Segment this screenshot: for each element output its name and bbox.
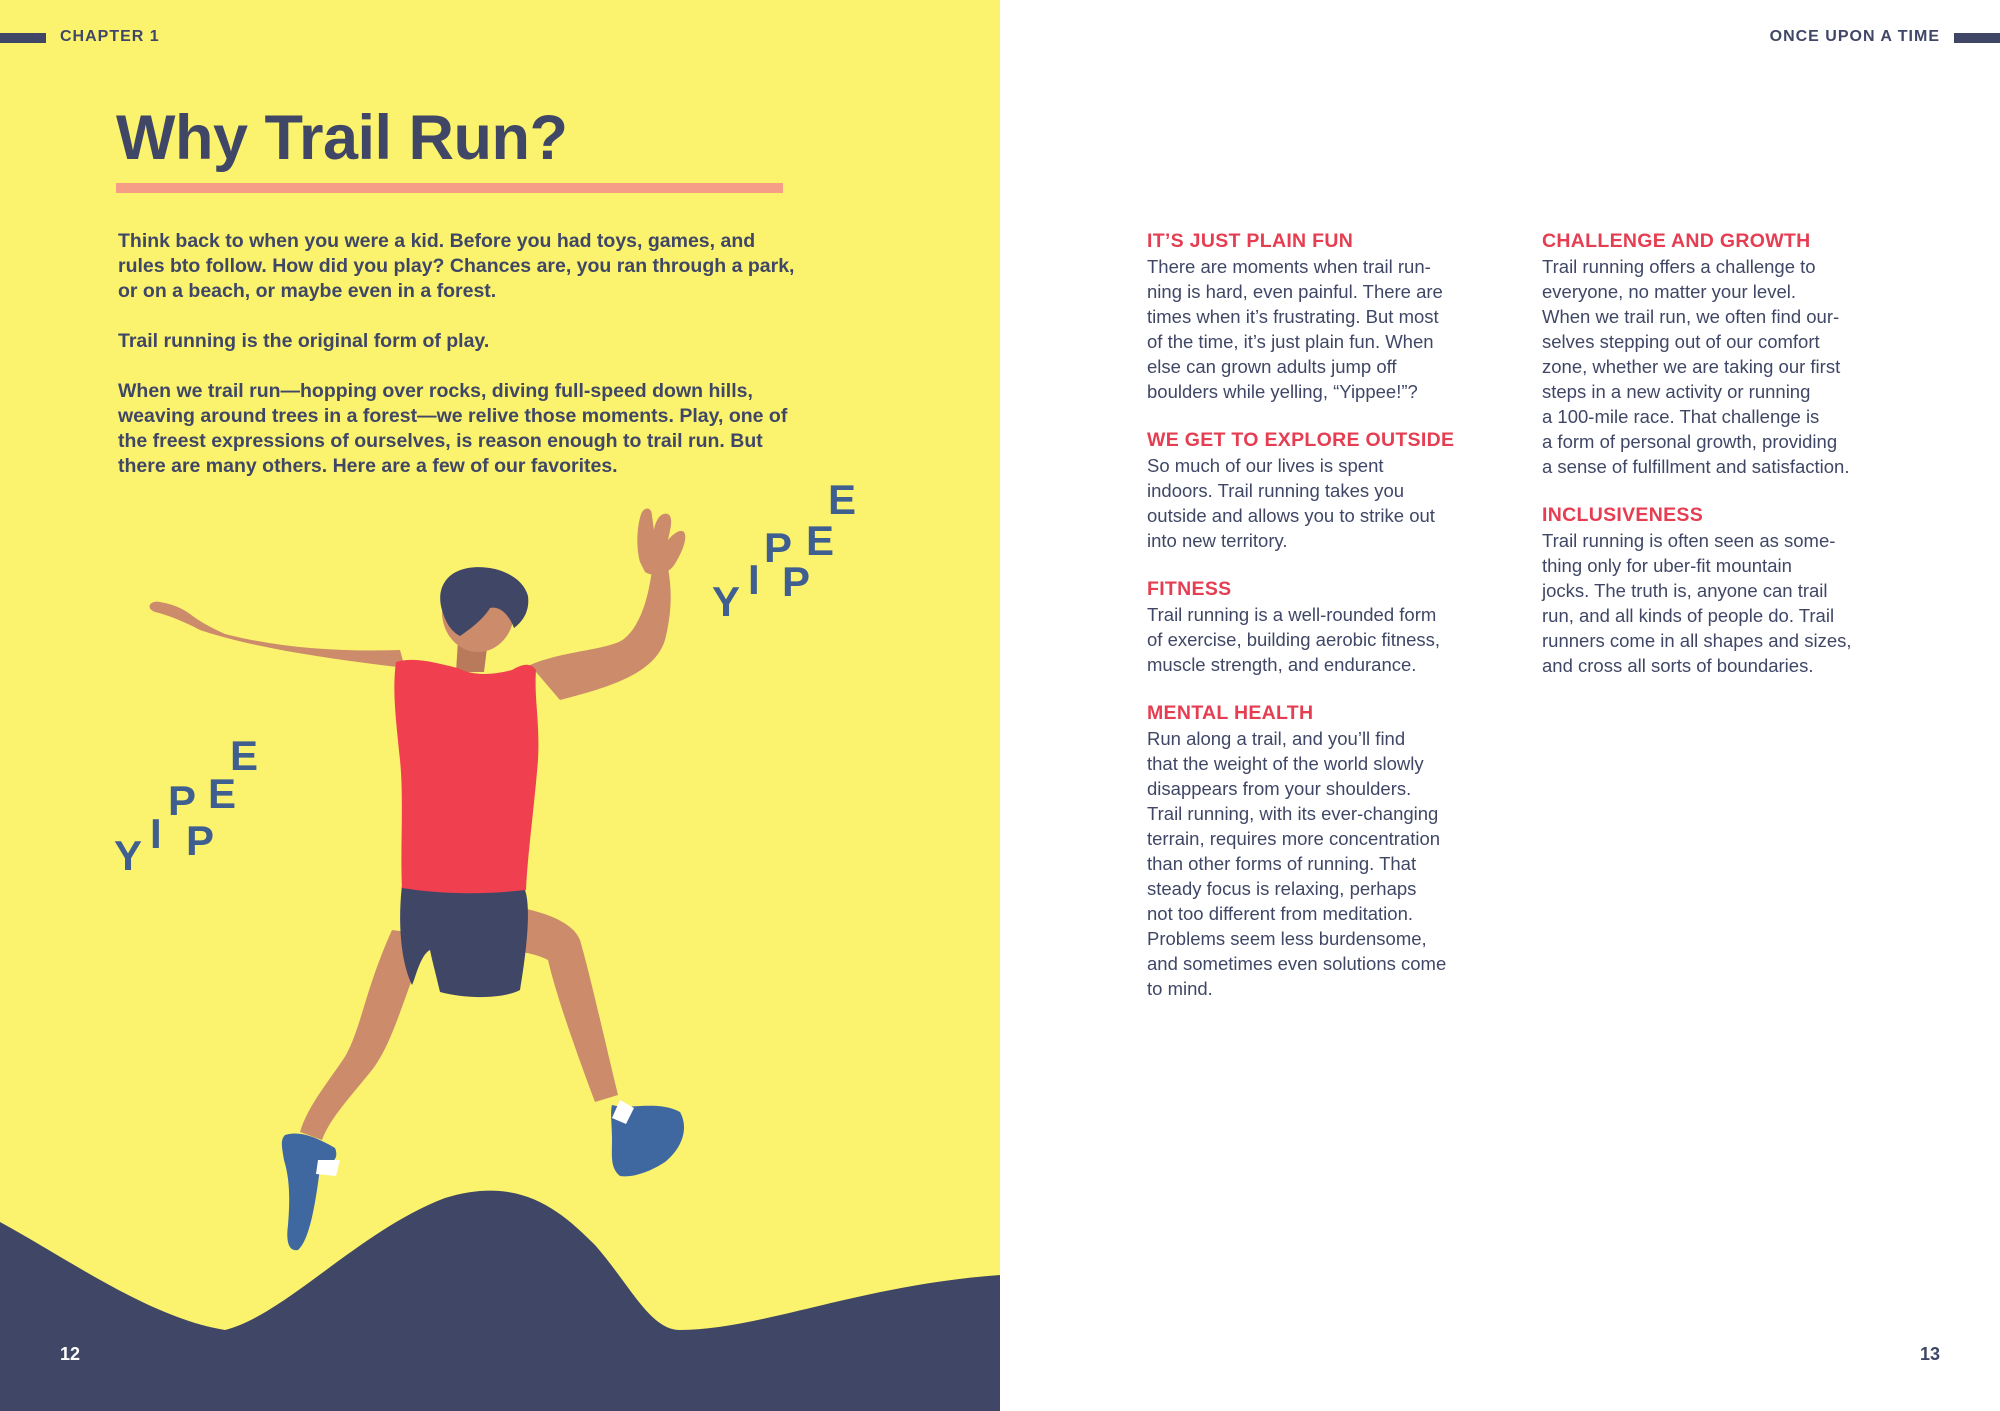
reason-section xyxy=(1147,701,1502,1001)
page-number-left: 12 xyxy=(60,1344,81,1364)
intro-paragraph: When we trail run—hopping over rocks, diving full-speed down hills, weaving around trees in a forest—we relive those moments. Play, one of the freest expressions of ourselves, is reason enough to trail run. But there are many others. Here are a few of our favorites. xyxy=(118,380,788,477)
runner-shorts xyxy=(400,884,528,997)
right-page xyxy=(1000,0,2000,1411)
reason-body: There are moments when trail run- ning is hard, even painful. There are times when it’s frustrating. But most of the time, it’s just plain fun. When else can grown adults jump off boulders while yelling, “Yippee!”? xyxy=(1147,256,1443,402)
reason-section xyxy=(1147,577,1502,677)
running-head-right: ONCE UPON A TIME xyxy=(1769,28,1940,45)
yippee-letter: P xyxy=(782,558,811,605)
yippee-letter: E xyxy=(230,732,259,779)
reason-section xyxy=(1542,503,1897,678)
runner-right-hand xyxy=(637,509,685,575)
yippee-letter: E xyxy=(208,770,237,817)
page-number-right: 13 xyxy=(1919,1344,1940,1364)
reason-section xyxy=(1542,229,1897,479)
yippee-letter: E xyxy=(828,476,857,523)
running-head-left: CHAPTER 1 xyxy=(60,28,160,45)
chapter-tab-marker xyxy=(1954,33,2000,43)
mountain-silhouette xyxy=(0,1191,1000,1411)
yippee-letter: Y xyxy=(114,832,143,879)
reason-body: So much of our lives is spent indoors. Trail running takes you outside and allows you to strike out into new territory. xyxy=(1147,455,1435,551)
yippee-letter: I xyxy=(748,556,760,603)
reason-heading: FITNESS xyxy=(1147,578,1232,600)
reason-section xyxy=(1147,428,1502,553)
yippee-letter: Y xyxy=(712,578,741,625)
reason-body: Trail running is a well-rounded form of exercise, building aerobic fitness, muscle strength, and endurance. xyxy=(1147,604,1441,675)
yippee-letter: E xyxy=(806,517,835,564)
reason-body: Trail running offers a challenge to everyone, no matter your level. When we trail run, we often find our- selves stepping out of our comfort zone, whether we are taking our first steps in a new activity or running a 100-mile race. That challenge is a form of personal growth, providing a sense of fulfillment and satisfaction. xyxy=(1542,256,1850,477)
reasons-column-1 xyxy=(1147,229,1502,1025)
intro-paragraph: Think back to when you were a kid. Before you had toys, games, and rules bto follow. How did you play? Chances are, you ran through a park, or on a beach, or maybe even in a forest. xyxy=(118,230,795,302)
runner-left-arm xyxy=(150,602,405,668)
yippee-letter: I xyxy=(150,810,162,857)
yippee-letter: P xyxy=(764,524,793,571)
runner-right-arm xyxy=(530,562,671,700)
yippee-letter: P xyxy=(186,817,215,864)
reason-body: Run along a trail, and you’ll find that the weight of the world slowly disappears from your shoulders. Trail running, with its ever-changing terrain, requires more concentration than other forms of running. That steady focus is relaxing, perhaps not too different from meditation. Problems seem less burdensome, and sometimes even solutions come to mind. xyxy=(1147,728,1447,999)
runner-back-shoe xyxy=(282,1133,336,1250)
reason-section xyxy=(1147,229,1502,404)
reason-heading: IT’S JUST PLAIN FUN xyxy=(1147,230,1354,252)
reason-heading: INCLUSIVENESS xyxy=(1542,504,1704,526)
page-title: Why Trail Run? xyxy=(116,103,568,173)
runner-tank-top xyxy=(394,660,538,893)
reason-heading: MENTAL HEALTH xyxy=(1147,702,1314,724)
reasons-column-2 xyxy=(1542,229,1897,702)
reason-heading: WE GET TO EXPLORE OUTSIDE xyxy=(1147,429,1455,451)
reason-heading: CHALLENGE AND GROWTH xyxy=(1542,230,1811,252)
reason-body: Trail running is often seen as some- thing only for uber-fit mountain jocks. The truth is, anyone can trail run, and all kinds of people do. Trail runners come in all shapes and sizes, and cross all sorts of boundaries. xyxy=(1542,530,1852,676)
yippee-letter: P xyxy=(168,777,197,824)
intro-paragraph: Trail running is the original form of play. xyxy=(118,330,490,352)
